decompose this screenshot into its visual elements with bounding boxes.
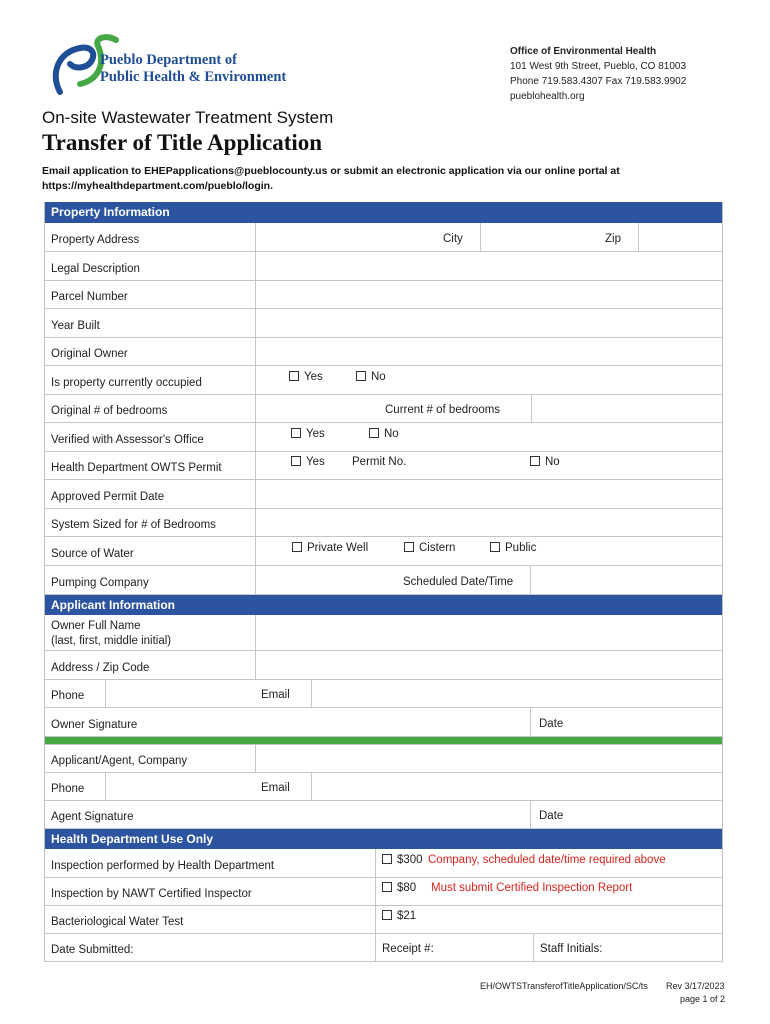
owts-permit-label: Health Department OWTS Permit	[51, 462, 222, 474]
checkbox-icon	[490, 542, 500, 552]
document-id: EH/OWTSTransferofTitleApplication/SC/ts	[480, 981, 648, 991]
office-phone: Phone 719.583.4307 Fax 719.583.9902	[510, 76, 687, 87]
permit-no-option[interactable]: No	[530, 455, 560, 469]
page-number: page 1 of 2	[680, 994, 726, 1004]
verified-no-option[interactable]: No	[369, 427, 399, 441]
system-sized-row	[45, 509, 722, 537]
owner-date-label: Date	[539, 718, 564, 730]
zip-label: Zip	[605, 233, 621, 245]
fee-300-note: Company, scheduled date/time required above	[428, 854, 666, 866]
approved-permit-date-field[interactable]	[255, 480, 722, 508]
system-sized-field[interactable]	[255, 509, 722, 536]
office-name: Office of Environmental Health	[510, 46, 657, 57]
fee-80-option[interactable]: $80	[382, 881, 416, 895]
assessor-verified-label: Verified with Assessor's Office	[51, 434, 204, 446]
assessor-verified-row	[45, 423, 722, 452]
owner-contact-row	[45, 680, 722, 708]
pumping-company-label: Pumping Company	[51, 577, 149, 589]
submission-row	[45, 934, 722, 962]
bacteriological-test-label: Bacteriological Water Test	[51, 916, 184, 928]
current-bedrooms-field[interactable]	[531, 395, 722, 422]
approved-permit-date-row	[45, 480, 722, 509]
section-divider	[45, 737, 722, 745]
address-zip-row	[45, 651, 722, 680]
form-title: Transfer of Title Application	[42, 130, 323, 155]
permit-yes-option[interactable]: Yes	[291, 455, 325, 469]
form-instructions: Email application to EHEPapplications@pueblocounty.us or submit an electronic application via our online portal at https://myhealthdepartment.com/pueblo/login.	[42, 165, 620, 192]
fee-21-option[interactable]: $21	[382, 909, 416, 923]
form-subtitle: On-site Wastewater Treatment System	[42, 108, 334, 127]
original-owner-field[interactable]	[255, 338, 722, 365]
application-form	[44, 202, 723, 962]
parcel-number-field[interactable]	[255, 281, 722, 308]
public-option[interactable]: Public	[490, 541, 536, 555]
pumping-company-row	[45, 566, 722, 595]
fee-80-note: Must submit Certified Inspection Report	[431, 882, 633, 894]
checkbox-icon	[356, 371, 366, 381]
current-bedrooms-label: Current # of bedrooms	[385, 404, 501, 416]
occupied-row	[45, 366, 722, 395]
bacteriological-test-row	[45, 906, 722, 934]
owner-signature-row	[45, 708, 722, 737]
city-label: City	[443, 233, 463, 245]
occupied-yes-option[interactable]: Yes	[289, 370, 323, 384]
property-address-row	[45, 223, 722, 252]
checkbox-icon	[530, 456, 540, 466]
agent-contact-row	[45, 773, 722, 801]
bedrooms-row	[45, 395, 722, 423]
receipt-field[interactable]	[375, 934, 533, 961]
checkbox-icon	[382, 882, 392, 892]
agent-company-label: Applicant/Agent, Company	[51, 755, 188, 767]
agent-date-field[interactable]	[530, 801, 722, 828]
scheduled-date-label: Scheduled Date/Time	[403, 576, 514, 588]
inspection-nawt-row	[45, 878, 722, 906]
page-footer	[480, 980, 726, 1004]
receipt-label: Receipt #:	[382, 943, 434, 955]
original-owner-label: Original Owner	[51, 348, 128, 360]
revision-date: Rev 3/17/2023	[666, 981, 725, 991]
checkbox-icon	[369, 428, 379, 438]
checkbox-icon	[404, 542, 414, 552]
staff-initials-field[interactable]	[533, 934, 722, 961]
agent-signature-label: Agent Signature	[51, 811, 134, 823]
checkbox-icon	[291, 428, 301, 438]
owner-signature-label: Owner Signature	[51, 719, 138, 731]
scheduled-date-field[interactable]	[530, 566, 722, 594]
checkbox-icon	[289, 371, 299, 381]
owner-email-field[interactable]	[311, 680, 722, 707]
office-contact	[510, 44, 686, 104]
agent-company-row	[45, 745, 722, 773]
water-source-label: Source of Water	[51, 548, 134, 560]
water-source-row	[45, 537, 722, 566]
inspection-nawt-label: Inspection by NAWT Certified Inspector	[51, 888, 252, 900]
health-section-header: Health Department Use Only	[45, 829, 722, 849]
staff-initials-label: Staff Initials:	[540, 943, 603, 955]
owner-name-field[interactable]	[255, 615, 722, 650]
occupied-no-option[interactable]: No	[356, 370, 386, 384]
owner-email-label: Email	[261, 689, 290, 701]
parcel-number-label: Parcel Number	[51, 291, 128, 303]
original-bedrooms-label: Original # of bedrooms	[51, 405, 168, 417]
applicant-section-header: Applicant Information	[45, 595, 722, 615]
owts-permit-row	[45, 452, 722, 480]
year-built-field[interactable]	[255, 309, 722, 337]
system-sized-label: System Sized for # of Bedrooms	[51, 519, 216, 531]
property-address-label: Property Address	[51, 234, 140, 246]
city-field[interactable]	[480, 223, 605, 251]
legal-description-label: Legal Description	[51, 263, 140, 275]
date-submitted-label: Date Submitted:	[51, 944, 134, 956]
agent-company-field[interactable]	[255, 745, 722, 772]
legal-description-row	[45, 252, 722, 281]
owner-phone-label: Phone	[51, 690, 85, 702]
checkbox-icon	[292, 542, 302, 552]
agent-date-label: Date	[539, 810, 564, 822]
agent-email-label: Email	[261, 782, 290, 794]
inspection-hd-row	[45, 849, 722, 878]
agent-phone-label: Phone	[51, 783, 85, 795]
owner-name-label: Owner Full Name (last, first, middle initial)	[51, 620, 172, 647]
parcel-number-row	[45, 281, 722, 309]
fee-300-option[interactable]: $300	[382, 853, 423, 867]
owner-phone-field[interactable]	[105, 680, 255, 707]
approved-permit-date-label: Approved Permit Date	[51, 491, 165, 503]
logo-line-2: Public Health & Environment	[100, 69, 287, 85]
year-built-row	[45, 309, 722, 338]
address-zip-label: Address / Zip Code	[51, 662, 150, 674]
zip-field[interactable]	[638, 223, 722, 251]
agent-email-field[interactable]	[311, 773, 722, 800]
logo-line-1: Pueblo Department of	[100, 52, 237, 68]
agent-phone-field[interactable]	[105, 773, 255, 800]
inspection-hd-label: Inspection performed by Health Department	[51, 860, 275, 872]
owner-date-field[interactable]	[530, 708, 722, 736]
owner-name-row	[45, 615, 722, 651]
checkbox-icon	[291, 456, 301, 466]
occupied-label: Is property currently occupied	[51, 377, 202, 389]
verified-yes-option[interactable]: Yes	[291, 427, 325, 441]
property-section-header: Property Information	[45, 202, 722, 223]
office-web: pueblohealth.org	[510, 91, 585, 102]
office-address: 101 West 9th Street, Pueblo, CO 81003	[510, 61, 687, 72]
permit-number-label: Permit No.	[352, 456, 407, 468]
original-owner-row	[45, 338, 722, 366]
legal-description-field[interactable]	[255, 252, 722, 280]
agent-signature-row	[45, 801, 722, 829]
checkbox-icon	[382, 854, 392, 864]
checkbox-icon	[382, 910, 392, 920]
private-well-option[interactable]: Private Well	[292, 541, 368, 555]
address-zip-field[interactable]	[255, 651, 722, 679]
year-built-label: Year Built	[51, 320, 100, 332]
cistern-option[interactable]: Cistern	[404, 541, 455, 555]
